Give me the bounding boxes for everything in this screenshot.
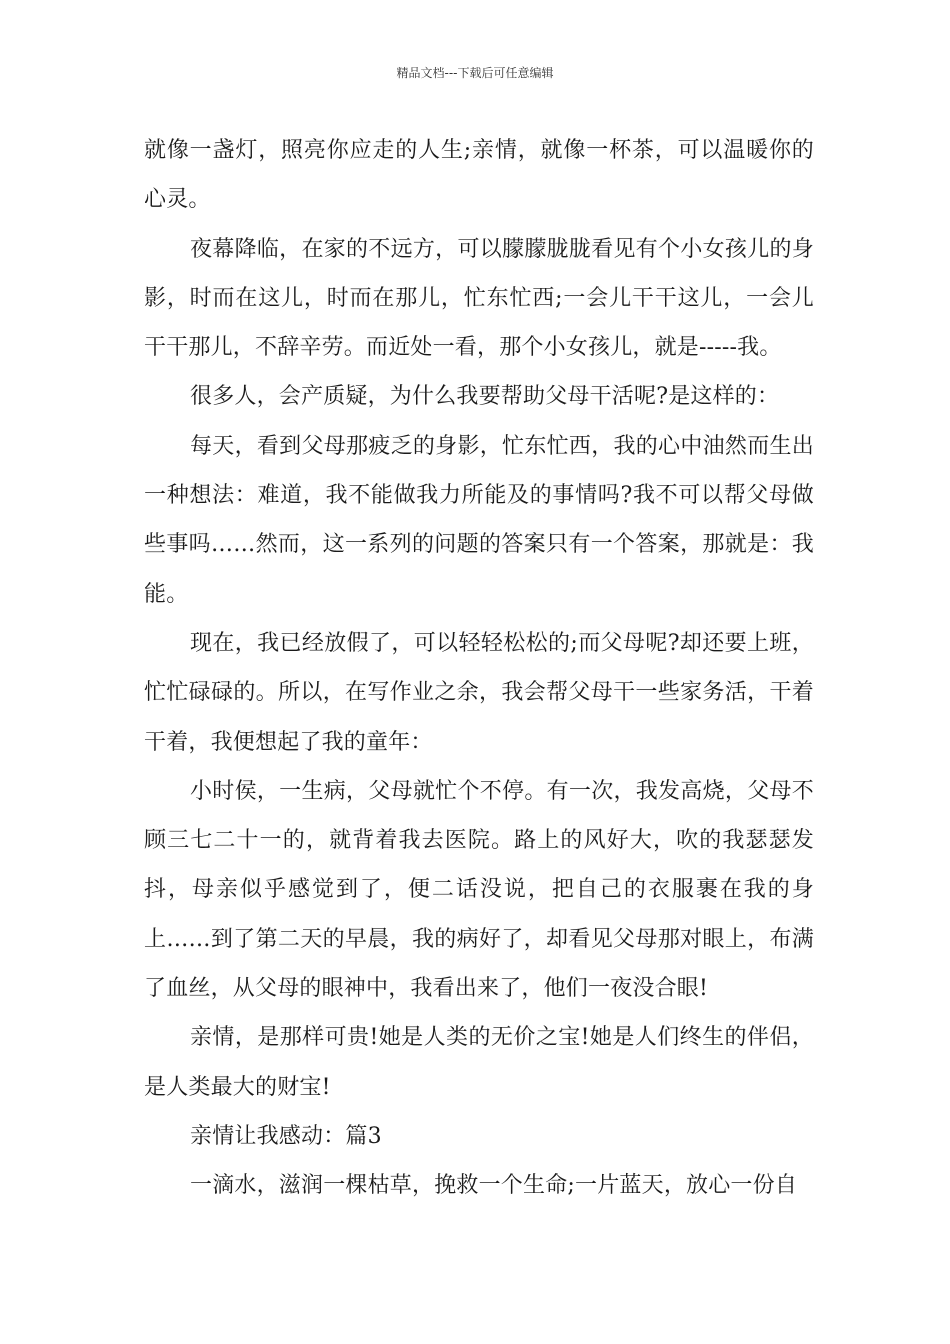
paragraph: 夜幕降临，在家的不远方，可以朦朦胧胧看见有个小女孩儿的身影，时而在这儿，时而在那儿，忙东忙西;一会儿干干这儿，一会儿干干那儿，不辞辛劳。而近处一看，那个小女孩儿，就是-----我。 [144,236,814,361]
paragraph: 一滴水，滋润一棵枯草，挽救一个生命;一片蓝天，放心一份自 [190,1173,798,1199]
paragraph: 很多人，会产质疑，为什么我要帮助父母干活呢?是这样的： [190,384,780,410]
paragraph: 就像一盏灯，照亮你应走的人生;亲情，就像一杯茶，可以温暖你的心灵。 [144,138,814,213]
document-body [144,126,814,1211]
paragraph: 小时侯，一生病，父母就忙个不停。有一次，我发高烧，父母不顾三七二十一的，就背着我去医院。路上的风好大，吹的我瑟瑟发抖，母亲似乎感觉到了，便二话没说，把自己的衣服裹在我的身上……到了第二天的早晨，我的病好了，却看见父母那对眼上，布满了血丝，从父母的眼神中，我看出来了，他们一夜没合眼! [144,778,814,1002]
page-header: 精品文档---下载后可任意编辑 [396,66,554,80]
section-heading: 亲情让我感动：篇3 [190,1123,382,1149]
paragraph: 亲情，是那样可贵!她是人类的无价之宝!她是人们终生的伴侣，是人类最大的财宝! [144,1025,814,1100]
paragraph: 现在，我已经放假了，可以轻轻松松的;而父母呢?却还要上班，忙忙碌碌的。所以，在写作业之余，我会帮父母干一些家务活，干着干着，我便想起了我的童年： [144,630,814,755]
paragraph: 每天，看到父母那疲乏的身影，忙东忙西，我的心中油然而生出一种想法：难道，我不能做我力所能及的事情吗?我不可以帮父母做些事吗……然而，这一系列的问题的答案只有一个答案，那就是：我能。 [144,433,814,607]
